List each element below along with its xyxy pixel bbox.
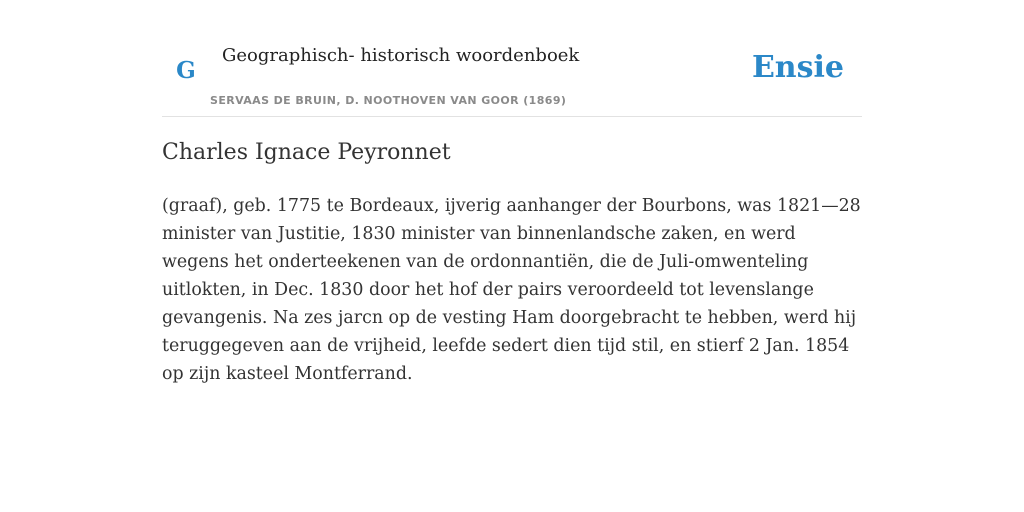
book-authors: SERVAAS DE BRUIN, D. NOOTHOVEN VAN GOOR (1869) xyxy=(210,94,567,107)
book-header xyxy=(162,40,862,117)
entry-body: (graaf), geb. 1775 te Bordeaux, ijverig aanhanger der Bourbons, was 1821—28 minister van Justitie, 1830 minister van binnenlandsche zaken, en werd wegens het onderteekenen van de ordonnantiën, die de Juli-omwenteling uitlokten, in Dec. 1830 door het hof der pairs veroordeeld tot levenslange gevangenis. Na zes jarcn op de vesting Ham doorgebracht te hebben, werd hij teruggegeven aan de vrijheid, leefde sedert dien tijd stil, en stierf 2 Jan. 1854 op zijn kasteel Montferrand. xyxy=(162,196,861,384)
ensie-logo[interactable]: Ensie xyxy=(751,50,844,85)
book-title-link[interactable]: Geographisch- historisch woordenboek xyxy=(222,45,580,66)
entry-title: Charles Ignace Peyronnet xyxy=(162,140,451,165)
book-letter-icon[interactable]: G xyxy=(176,57,196,84)
